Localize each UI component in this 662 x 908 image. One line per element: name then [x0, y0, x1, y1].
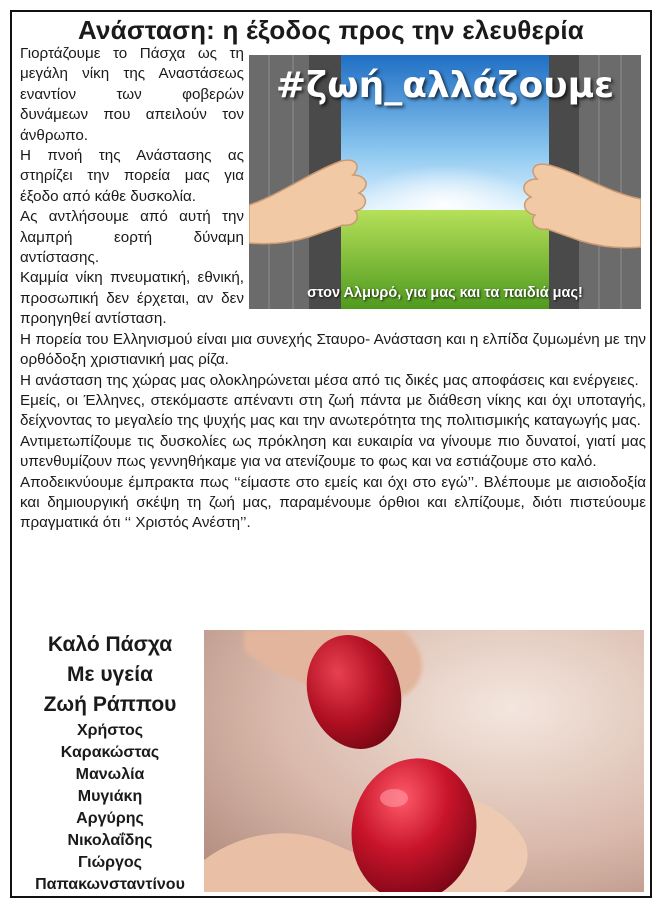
signature-name: Νικολαΐδης — [67, 832, 153, 849]
paragraph: Αντιμετωπίζουμε τις δυσκολίες ως πρόκληση και ευκαιρία να γίνουμε πιο δυνατοί, γιατί μας υπενθυμίζουν πως γεννηθήκαμε για να ατενίζουμε το φως και να εστιάζουμε στο καλό. — [20, 432, 646, 471]
paragraph: Γιορτάζουμε το Πάσχα ως τη μεγάλη νίκη της Αναστάσεως εναντίον των φοβερών δυνάμεων που απειλούν τον άνθρωπο. — [20, 45, 244, 144]
campaign-caption: στον Αλμυρό, για μας και τα παιδιά μας! — [307, 285, 583, 301]
article-frame — [10, 10, 652, 898]
signature-name: Γιώργος — [78, 854, 142, 871]
signature-name: Μυγιάκη — [77, 788, 143, 805]
paragraph: Η ανάσταση της χώρας μας ολοκληρώνεται μέσα από τις δικές μας αποφάσεις και ενέργειες. — [20, 371, 639, 389]
signature-name: Μανωλία — [75, 766, 145, 783]
signature-name: Παπακωνσταντίνου — [35, 876, 185, 893]
red-eggs-illustration — [204, 630, 644, 892]
campaign-hashtag: #ζωή_αλλάζουμε — [275, 65, 615, 106]
paragraph: Εμείς, οι Έλληνες, στεκόμαστε απέναντι στη ζωή πάντα με διάθεση νίκης και όχι υποταγής, δείχνοντας το μεγαλείο της ψυχής μας και την ανωτερότητα της πολιτισμικής καταγωγής μας. — [20, 391, 646, 430]
easter-greeting — [18, 630, 202, 896]
paragraph: Η πορεία του Ελληνισμού είναι μια συνεχής Σταυρο- Ανάσταση και η ελπίδα ζυμωμένη με την ορθόδοξη χριστιανική μας ρίζα. — [20, 330, 646, 369]
campaign-image — [249, 55, 641, 309]
paragraph: Ας αντλήσουμε από αυτή την λαμπρή εορτή δύναμη αντίστασης. — [20, 208, 244, 267]
signature-name: Αργύρης — [76, 810, 144, 827]
signature-name: Καρακώστας — [60, 744, 160, 761]
easter-eggs-photo — [204, 630, 644, 892]
article-title: Ανάσταση: η έξοδος προς την ελευθερία — [78, 15, 584, 45]
paragraph: Η πνοή της Ανάστασης ας στηρίζει την πορεία μας για έξοδο από κάθε δυσκολία. — [20, 147, 244, 205]
greeting-line: Με υγεία — [67, 663, 153, 686]
signature-name: Χρήστος — [76, 722, 144, 739]
greeting-line: Καλό Πάσχα — [47, 633, 173, 656]
greeting-line: Ζωή Ράππου — [43, 693, 177, 716]
paragraph: Αποδεικνύουμε έμπρακτα πως ‘‘είμαστε στο εμείς και όχι στο εγώ’’. Βλέπουμε με αισιοδοξία και δημιουργική σκέψη τη ζωή μας, παραμένουμε όρθιοι και ελπίζουμε, διότι πιστεύουμε πραγματικά ότι ‘‘ Χριστός Ανέστη’’. — [20, 473, 646, 532]
paragraph: Καμμία νίκη πνευματική, εθνική, προσωπική δεν έρχεται, αν δεν προηγηθεί αντίσταση. — [20, 269, 244, 328]
